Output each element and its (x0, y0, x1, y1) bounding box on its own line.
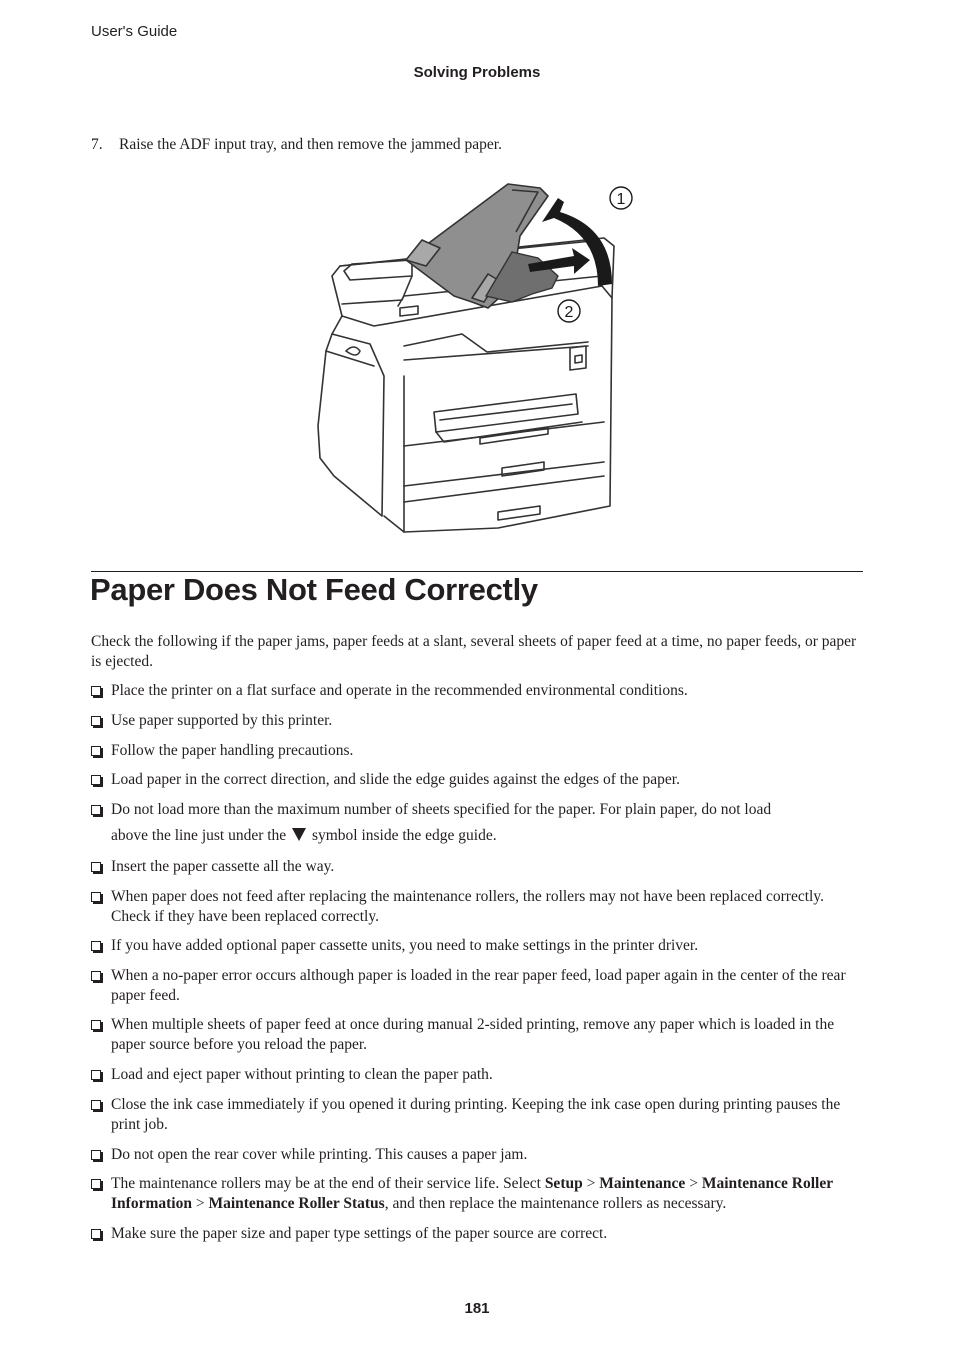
callout-2-label: 2 (564, 304, 574, 321)
callout-1-label: 1 (616, 191, 626, 208)
list-item: Do not open the rear cover while printing. This causes a paper jam. (91, 1145, 863, 1165)
checkbox-bullet-icon (91, 686, 101, 696)
callout-2 (558, 300, 580, 322)
page-number: 181 (464, 1300, 490, 1317)
checkbox-bullet-icon (91, 775, 101, 785)
menu-maintenance-roller-information: Maintenance Roller Information (111, 1175, 833, 1212)
menu-maintenance: Maintenance (599, 1175, 686, 1192)
callout-1 (610, 187, 632, 209)
list-item: When a no-paper error occurs although paper is loaded in the rear paper feed, load paper again in the center of the rear paper feed. (91, 966, 863, 1006)
running-header-section: Solving Problems (413, 64, 541, 81)
list-item: Place the printer on a flat surface and operate in the recommended environmental conditions. (91, 681, 863, 701)
printer-body (332, 286, 612, 532)
checkbox-bullet-icon (91, 1229, 101, 1239)
menu-maintenance-roller-status: Maintenance Roller Status (208, 1195, 385, 1212)
list-item: Load paper in the correct direction, and slide the edge guides against the edges of the paper. (91, 770, 863, 790)
list-item: Do not load more than the maximum number of sheets specified for the paper. For plain paper, do not load above the line just under the symbol inside the edge guide. (91, 800, 863, 846)
checkbox-bullet-icon (91, 716, 101, 726)
step-7 (91, 136, 502, 154)
step-number: 7. (91, 136, 103, 153)
checkbox-bullet-icon (91, 746, 101, 756)
checkbox-bullet-icon (91, 1179, 101, 1189)
list-item: The maintenance rollers may be at the end of their service life. Select Setup > Maintenance > Maintenance Roller Information > Maintenance Roller Status, and then replace the maintenance rollers as necessary. (91, 1174, 863, 1214)
running-header-guide: User's Guide (91, 23, 178, 40)
checkbox-bullet-icon (91, 971, 101, 981)
list-item: Close the ink case immediately if you opened it during printing. Keeping the ink case open during printing pauses the print job. (91, 1095, 863, 1135)
checkbox-bullet-icon (91, 1100, 101, 1110)
list-item: When multiple sheets of paper feed at once during manual 2-sided printing, remove any paper which is loaded in the paper source before you reload the paper. (91, 1015, 863, 1055)
printer-side-tray (318, 334, 384, 516)
checkbox-bullet-icon (91, 805, 101, 815)
list-item: If you have added optional paper cassette units, you need to make settings in the printer driver. (91, 936, 863, 956)
list-item: Use paper supported by this printer. (91, 711, 863, 731)
checkbox-bullet-icon (91, 1020, 101, 1030)
list-item: Insert the paper cassette all the way. (91, 857, 863, 877)
checkbox-bullet-icon (91, 862, 101, 872)
list-item: When paper does not feed after replacing the maintenance rollers, the rollers may not have been replaced correctly. Check if they have been replaced correctly. (91, 887, 863, 927)
checkbox-bullet-icon (91, 1150, 101, 1160)
list-item: Make sure the paper size and paper type settings of the paper source are correct. (91, 1224, 863, 1244)
intro-paragraph: Check the following if the paper jams, paper feeds at a slant, several sheets of paper feed at a time, no paper feeds, or paper is ejected. (91, 633, 857, 670)
menu-setup: Setup (544, 1175, 583, 1192)
checkbox-bullet-icon (91, 1070, 101, 1080)
list-item: Follow the paper handling precautions. (91, 741, 863, 761)
list-item: Load and eject paper without printing to clean the paper path. (91, 1065, 863, 1085)
printer-adf-illustration (312, 176, 648, 538)
checkbox-bullet-icon (91, 941, 101, 951)
down-triangle-icon (292, 828, 306, 841)
checkbox-bullet-icon (91, 892, 101, 902)
section-heading: Paper Does Not Feed Correctly (90, 572, 538, 607)
step-text: Raise the ADF input tray, and then remove the jammed paper. (119, 136, 502, 153)
